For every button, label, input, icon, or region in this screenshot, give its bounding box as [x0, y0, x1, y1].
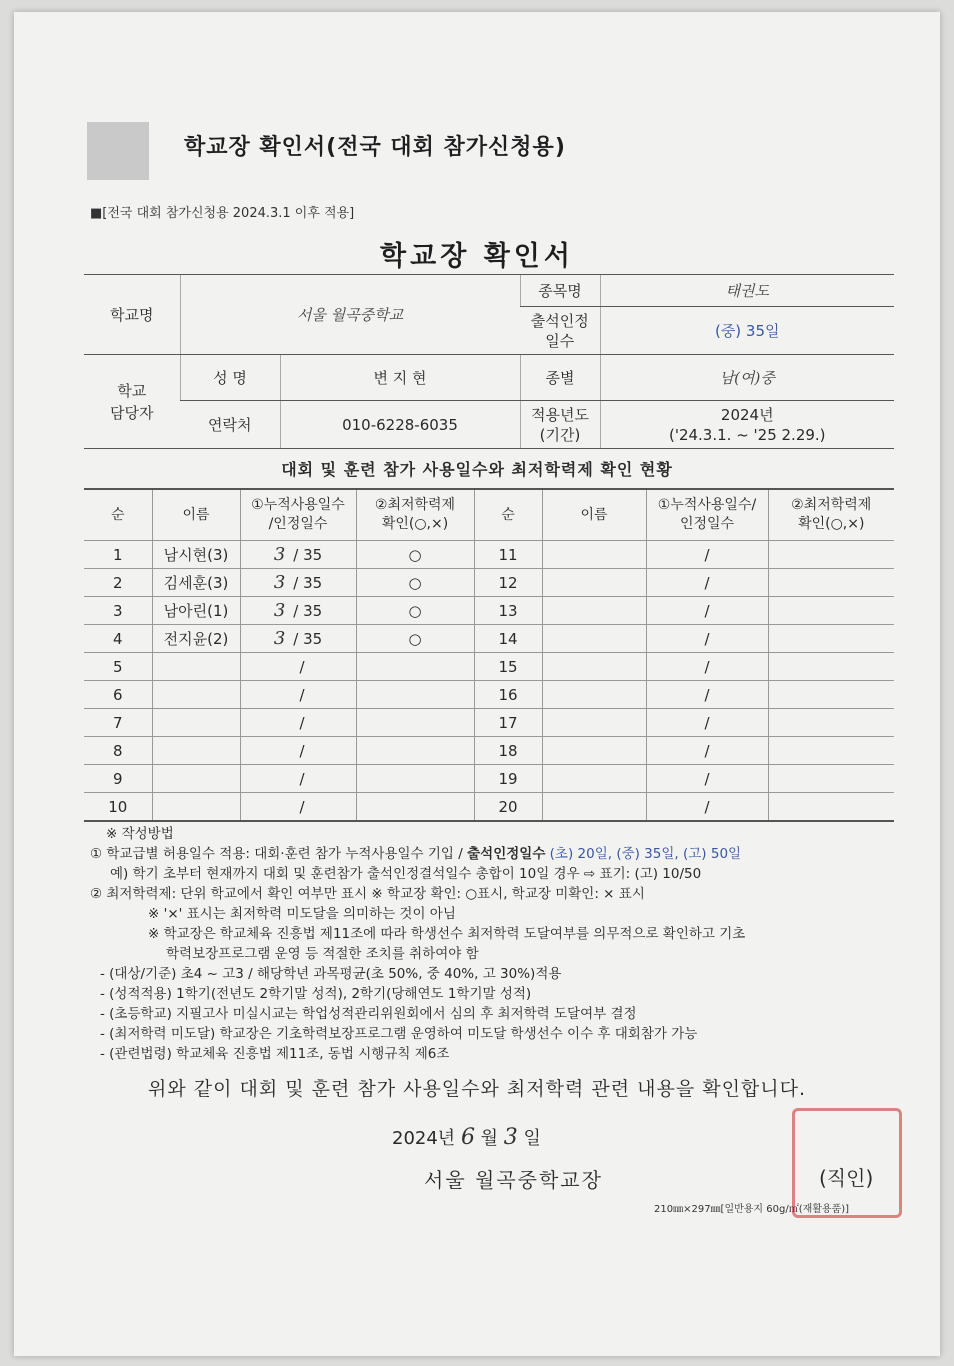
check-left — [356, 793, 474, 822]
row-number-right: 17 — [474, 709, 542, 737]
check-left — [356, 681, 474, 709]
date-day: 3 — [503, 1125, 518, 1150]
days-used: 3 — [273, 628, 286, 649]
check-right — [768, 681, 894, 709]
row-number-left: 10 — [84, 793, 152, 822]
contact-label: 연락처 — [180, 401, 280, 449]
row-number-left: 5 — [84, 653, 152, 681]
method-1-example: 예) 학기 초부터 현재까지 대회 및 훈련참가 출석인정결석일수 총합이 10일 경우 ⇨ 표기: (고) 10/50 — [110, 866, 702, 882]
check-right — [768, 569, 894, 597]
table-row — [84, 597, 894, 625]
days-left — [240, 569, 356, 597]
days-left — [240, 793, 356, 822]
check-left — [356, 709, 474, 737]
writing-method — [90, 824, 920, 1064]
days-right: / — [646, 681, 768, 709]
days-left — [240, 653, 356, 681]
method-bullet-1: - (대상/기준) 초4 ~ 고3 / 해당학년 과목평균(초 50%, 중 40%, 고 30%)적용 — [100, 966, 562, 982]
student-name-right — [542, 653, 646, 681]
method-bullet-2: - (성적적용) 1학기(전년도 2학기말 성적), 2학기(당해연도 1학기말 성적) — [100, 986, 532, 1002]
student-name-left: 전지윤(2) — [152, 625, 240, 653]
header-cell: ①누적사용일수 /인정일수 — [240, 489, 356, 541]
row-number-right: 14 — [474, 625, 542, 653]
method-2: ② 최저학력제: 단위 학교에서 확인 여부만 표시 ※ 학교장 확인: ○표시, 학교장 미확인: × 표시 — [90, 886, 645, 902]
days-left — [240, 737, 356, 765]
header-cell: 순 — [84, 489, 152, 541]
seal-label: (직인) — [819, 1166, 874, 1190]
row-number-right: 20 — [474, 793, 542, 822]
row-number-left: 7 — [84, 709, 152, 737]
days-left — [240, 597, 356, 625]
row-number-left: 4 — [84, 625, 152, 653]
check-left: ○ — [356, 569, 474, 597]
student-name-right — [542, 737, 646, 765]
student-name-left: 남시현(3) — [152, 541, 240, 569]
document-page — [14, 12, 940, 1356]
header-cell: ①누적사용일수/ 인정일수 — [646, 489, 768, 541]
row-number-right: 18 — [474, 737, 542, 765]
days-total: / 35 — [293, 602, 323, 620]
sport-label: 종목명 — [520, 275, 600, 307]
student-name-right — [542, 597, 646, 625]
check-right — [768, 737, 894, 765]
student-name-right — [542, 625, 646, 653]
check-left: ○ — [356, 625, 474, 653]
school-value: 서울 월곡중학교 — [180, 275, 520, 355]
method-1a: ① 학교급별 허용일수 적용: 대회·훈련 참가 누적사용일수 기입 / — [90, 846, 468, 862]
row-number-right: 13 — [474, 597, 542, 625]
header-cell: ②최저학력제 확인(○,×) — [356, 489, 474, 541]
days-total: / — [299, 658, 305, 676]
sport-value: 태권도 — [600, 275, 894, 307]
student-name-right — [542, 569, 646, 597]
table-row — [84, 625, 894, 653]
days-total: / 35 — [293, 630, 323, 648]
method-bullet-4: - (최저학력 미도달) 학교장은 기초학력보장프로그램 운영하여 미도달 학생선수 이수 후 대회참가 가능 — [100, 1026, 698, 1042]
days-right: / — [646, 569, 768, 597]
row-number-left: 1 — [84, 541, 152, 569]
days-left — [240, 681, 356, 709]
row-number-left: 3 — [84, 597, 152, 625]
year-period: ('24.3.1. ~ '25 2.29.) — [668, 425, 826, 444]
method-heading: ※ 작성방법 — [106, 826, 174, 842]
check-left — [356, 737, 474, 765]
days-left — [240, 541, 356, 569]
days-right: / — [646, 541, 768, 569]
student-name-left — [152, 765, 240, 793]
days-total: / — [299, 686, 305, 704]
days-right: / — [646, 625, 768, 653]
check-left — [356, 653, 474, 681]
days-used: 3 — [273, 600, 286, 621]
table-row — [84, 765, 894, 793]
row-number-right: 15 — [474, 653, 542, 681]
contact-value: 010-6228-6035 — [280, 401, 520, 449]
paper-spec: 210㎜×297㎜[일반용지 60g/㎡(재활용품)] — [654, 1204, 850, 1215]
days-used: 3 — [273, 544, 286, 565]
row-number-right: 16 — [474, 681, 542, 709]
name-label: 성 명 — [180, 355, 280, 401]
student-name-right — [542, 541, 646, 569]
table-row — [84, 793, 894, 822]
check-right — [768, 653, 894, 681]
table-row — [84, 569, 894, 597]
days-right: / — [646, 709, 768, 737]
student-name-left — [152, 681, 240, 709]
school-label: 학교명 — [84, 275, 180, 355]
days-right: / — [646, 765, 768, 793]
header-cell: 순 — [474, 489, 542, 541]
info-table — [84, 274, 894, 449]
days-right: / — [646, 597, 768, 625]
days-total: / 35 — [293, 546, 323, 564]
days-total: / — [299, 798, 305, 816]
days-total: / — [299, 742, 305, 760]
date-year: 2024년 — [392, 1128, 456, 1149]
method-1c: (초) 20일, (중) 35일, (고) 50일 — [545, 846, 742, 862]
manager-label: 학교 담당자 — [84, 355, 180, 449]
days-left — [240, 709, 356, 737]
days-total: / — [299, 770, 305, 788]
method-4: ※ 학교장은 학교체육 진흥법 제11조에 따라 학생선수 최저학력 도달여부를 의무적으로 확인하고 기초 — [148, 926, 746, 942]
check-left: ○ — [356, 541, 474, 569]
table-row — [84, 653, 894, 681]
student-name-left — [152, 793, 240, 822]
attend-value: (중) 35일 — [600, 307, 894, 355]
student-name-right — [542, 793, 646, 822]
gender-label: 종별 — [520, 355, 600, 401]
days-total: / 35 — [293, 574, 323, 592]
date-month-unit: 월 — [480, 1128, 499, 1149]
table-row — [84, 709, 894, 737]
student-name-left: 김세훈(3) — [152, 569, 240, 597]
document-title: 학교장 확인서 — [380, 241, 574, 272]
year-label: 적용년도 (기간) — [520, 401, 600, 449]
days-used: 3 — [273, 572, 286, 593]
section-title: 대회 및 훈련 참가 사용일수와 최저학력제 확인 현황 — [281, 460, 673, 479]
student-name-left — [152, 653, 240, 681]
days-right: / — [646, 653, 768, 681]
method-bullet-3: - (초등학교) 지필고사 미실시교는 학업성적관리위원회에서 심의 후 최저학력 도달여부 결정 — [100, 1006, 637, 1022]
days-left — [240, 765, 356, 793]
applicable-notice: ■[전국 대회 참가신청용 2024.3.1 이후 적용] — [90, 206, 355, 221]
row-number-left: 9 — [84, 765, 152, 793]
check-left — [356, 765, 474, 793]
method-3: ※ '×' 표시는 최저학력 미도달을 의미하는 것이 아님 — [148, 906, 456, 922]
student-name-right — [542, 709, 646, 737]
student-name-right — [542, 681, 646, 709]
check-right — [768, 765, 894, 793]
row-number-left: 8 — [84, 737, 152, 765]
attend-label: 출석인정 일수 — [520, 307, 600, 355]
closing-statement: 위와 같이 대회 및 훈련 참가 사용일수와 최저학력 관련 내용을 확인합니다. — [147, 1078, 807, 1100]
student-name-left: 남아린(1) — [152, 597, 240, 625]
date-month: 6 — [460, 1125, 475, 1150]
student-name-right — [542, 765, 646, 793]
row-number-left: 2 — [84, 569, 152, 597]
header-cell: ②최저학력제 확인(○,×) — [768, 489, 894, 541]
date-day-unit: 일 — [523, 1128, 541, 1149]
table-row — [84, 541, 894, 569]
year-cell — [600, 401, 894, 449]
check-right — [768, 597, 894, 625]
method-1 — [90, 844, 920, 864]
table-row — [84, 737, 894, 765]
method-1b: 출석인정일수 — [467, 846, 546, 862]
date-line — [392, 1124, 541, 1150]
header-title: 학교장 확인서(전국 대회 참가신청용) — [184, 135, 566, 160]
days-left — [240, 625, 356, 653]
student-name-left — [152, 737, 240, 765]
check-right — [768, 541, 894, 569]
principal-name: 서울 월곡중학교장 — [424, 1168, 603, 1192]
days-right: / — [646, 793, 768, 822]
participation-table — [84, 488, 894, 822]
student-name-left — [152, 709, 240, 737]
table-header-row — [84, 489, 894, 541]
year-value: 2024년 — [720, 405, 774, 424]
header-cell: 이름 — [542, 489, 646, 541]
method-5: 학력보장프로그램 운영 등 적절한 조치를 취하여야 함 — [166, 946, 479, 962]
days-total: / — [299, 714, 305, 732]
name-value: 변 지 현 — [280, 355, 520, 401]
gender-value: 남(여)중 — [600, 355, 894, 401]
header-gray-box — [87, 122, 149, 180]
row-number-right: 19 — [474, 765, 542, 793]
check-right — [768, 625, 894, 653]
row-number-right: 12 — [474, 569, 542, 597]
row-number-left: 6 — [84, 681, 152, 709]
days-right: / — [646, 737, 768, 765]
header-cell: 이름 — [152, 489, 240, 541]
row-number-right: 11 — [474, 541, 542, 569]
check-left: ○ — [356, 597, 474, 625]
method-bullet-5: - (관련법령) 학교체육 진흥법 제11조, 동법 시행규칙 제6조 — [100, 1046, 450, 1062]
table-row — [84, 681, 894, 709]
check-right — [768, 793, 894, 822]
check-right — [768, 709, 894, 737]
